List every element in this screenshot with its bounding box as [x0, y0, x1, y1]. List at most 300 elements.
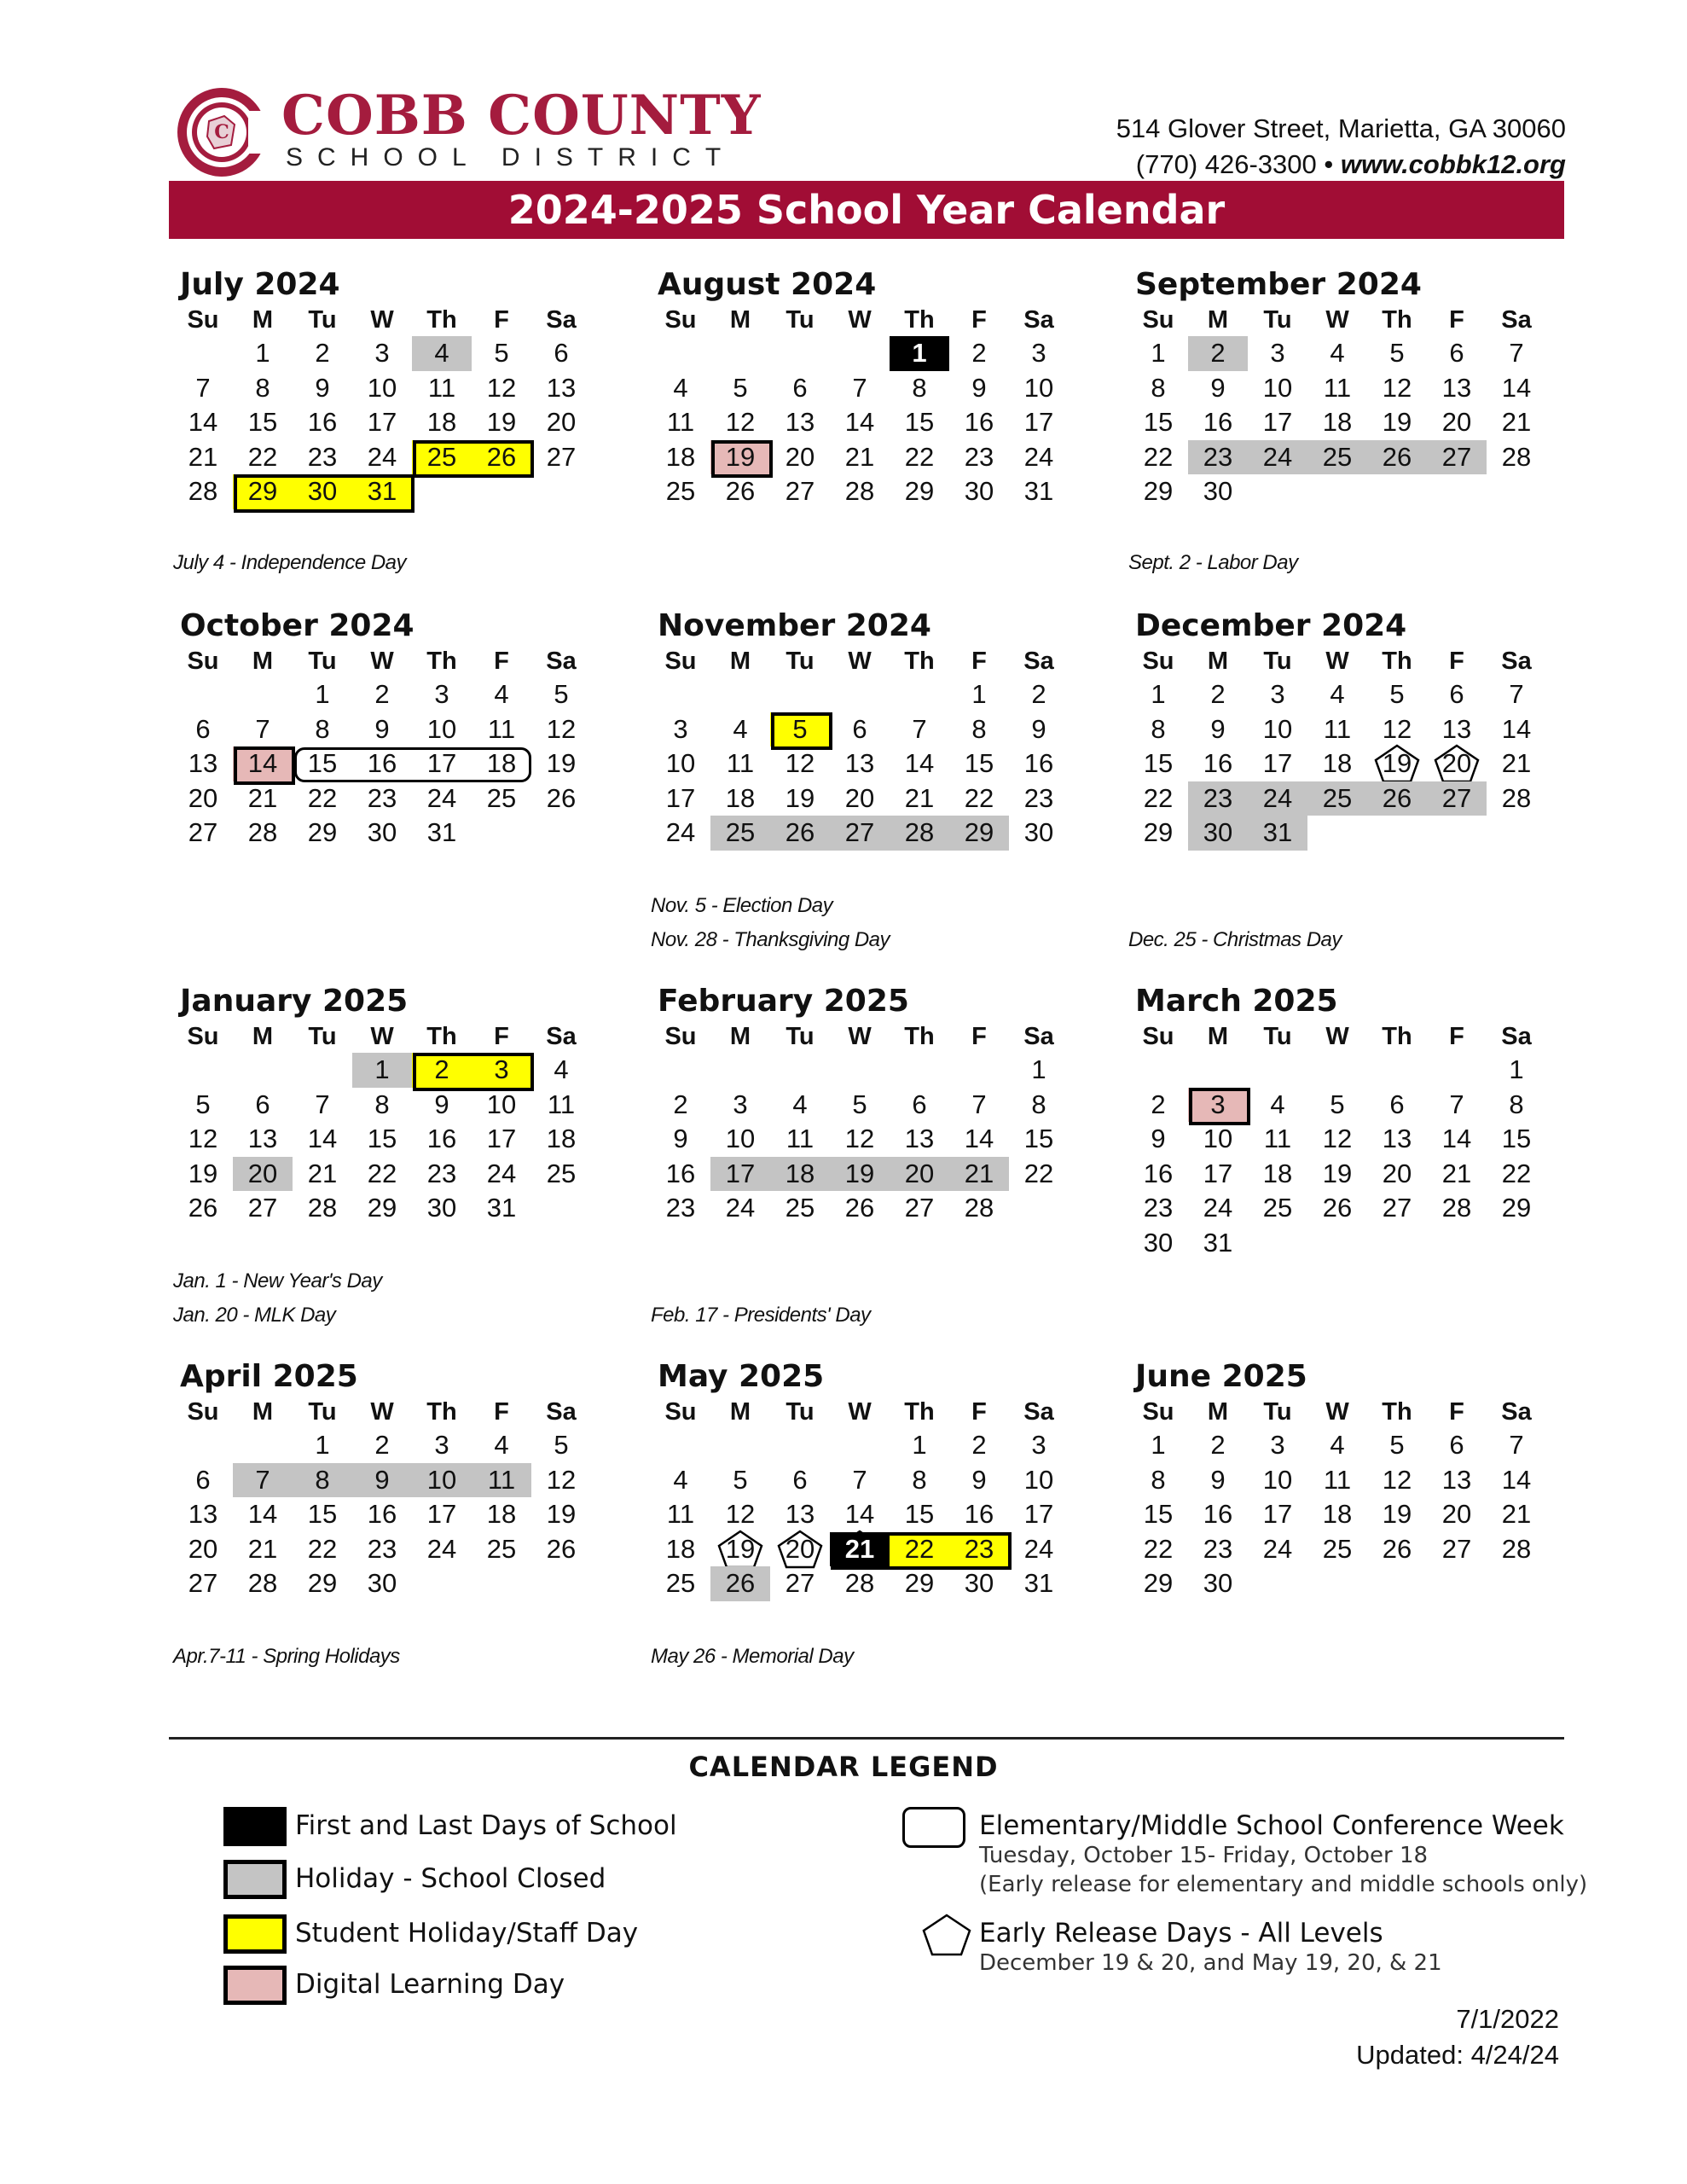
month-title: February 2025 — [658, 984, 909, 1019]
day-cell: 8 — [255, 372, 270, 403]
day-cell: 17 — [665, 782, 696, 813]
day-cell: 23 — [665, 1193, 696, 1223]
day-cell: 18 — [426, 407, 457, 437]
empty-cell — [830, 1053, 890, 1088]
day-cell: 20 — [188, 1533, 218, 1564]
day-cell: 12 — [1382, 372, 1412, 403]
day-cell: 23 — [964, 441, 994, 472]
empty-cell — [233, 1428, 293, 1463]
day-cell: 6 — [255, 1089, 270, 1119]
day-number: 19 — [1382, 748, 1412, 778]
day-cell: 8 — [1031, 1089, 1046, 1119]
weekday-label: F — [494, 1398, 509, 1426]
weekday-header — [173, 645, 591, 677]
day-cell: 10 — [1203, 1124, 1233, 1153]
notes-january — [173, 1264, 382, 1333]
day-cell: 21 — [1501, 407, 1532, 437]
day-cell: 28 — [307, 1193, 338, 1223]
day-cell: 16 — [1203, 748, 1233, 778]
day-cell: 1 — [255, 338, 270, 368]
weekday-label: M — [1207, 648, 1229, 675]
day-cell: 9 — [673, 1124, 688, 1153]
day-cell: 9 — [1210, 1464, 1226, 1495]
day-cell: 30 — [1143, 1227, 1174, 1258]
weekday-label: W — [1325, 1023, 1349, 1050]
legend-rounded-box-icon — [902, 1807, 965, 1848]
weekday-label: Th — [1382, 648, 1412, 675]
day-cell: 16 — [964, 407, 994, 437]
day-cell: 19 — [1382, 407, 1412, 437]
day-cell: 14 — [904, 748, 935, 778]
empty-cell — [1248, 1053, 1307, 1088]
empty-cell — [1307, 1053, 1367, 1088]
day-cell: 29 — [1501, 1193, 1532, 1223]
day-cell: 8 — [971, 713, 987, 744]
weekday-label: Su — [664, 648, 697, 675]
day-cell: 17 — [426, 748, 457, 778]
day-cell: 13 — [188, 748, 218, 778]
day-cell: 11 — [487, 713, 516, 744]
weekday-label: F — [1449, 1023, 1464, 1050]
day-cell: 15 — [964, 748, 994, 778]
day-cell: 10 — [725, 1124, 756, 1153]
notes-september — [1128, 546, 1298, 580]
day-cell: 12 — [546, 1464, 577, 1495]
empty-cell — [710, 1053, 770, 1088]
weekday-label: W — [1325, 648, 1349, 675]
day-cell — [770, 1532, 830, 1567]
day-cell: 13 — [247, 1124, 278, 1153]
notes-november — [651, 889, 890, 957]
empty-cell — [1128, 1053, 1188, 1088]
day-cell: 31 — [1023, 476, 1054, 506]
day-cell: 1 — [1509, 1054, 1524, 1084]
weekday-label: Th — [904, 1398, 935, 1426]
day-cell: 26 — [710, 1566, 770, 1601]
day-cell: 7 — [233, 1463, 293, 1498]
weekday-label: M — [729, 648, 751, 675]
notes-december — [1128, 923, 1342, 957]
weekday-label: F — [971, 306, 987, 334]
day-cell: 24 — [426, 1533, 457, 1564]
day-cell: 4 — [412, 336, 472, 371]
note: Feb. 17 - Presidents' Day — [651, 1304, 871, 1327]
day-cell: 21 — [307, 1158, 338, 1188]
legend-early-release-dates: December 19 & 20, and May 19, 20, & 21 — [979, 1950, 1442, 1976]
weekday-label: Sa — [1023, 1023, 1054, 1050]
empty-cell — [293, 1053, 352, 1088]
day-cell: 17 — [1262, 748, 1293, 778]
day-cell: 20 — [188, 782, 218, 813]
day-cell: 8 — [912, 1464, 927, 1495]
day-cell: 11 — [1263, 1124, 1292, 1153]
weekday-label: Tu — [786, 1023, 815, 1050]
legend-first-last: First and Last Days of School — [295, 1810, 677, 1841]
day-cell: 6 — [912, 1089, 927, 1119]
day-cell: 4 — [1330, 1430, 1345, 1460]
day-cell: 15 — [367, 1124, 397, 1153]
weekday-label: Tu — [786, 1398, 815, 1426]
weekday-label: Th — [904, 648, 935, 675]
day-cell: 8 — [1509, 1089, 1524, 1119]
day-cell: 18 — [725, 782, 756, 813]
day-cell: 21 — [247, 782, 278, 813]
weekday-label: Sa — [1501, 1398, 1532, 1426]
day-grid — [173, 1428, 591, 1601]
weekday-label: M — [729, 1398, 751, 1426]
weekday-label: W — [848, 1398, 872, 1426]
weekday-header — [1128, 304, 1546, 336]
note: May 26 - Memorial Day — [651, 1645, 854, 1668]
day-cell: 26 — [725, 476, 756, 506]
empty-cell — [890, 1053, 949, 1088]
month-title: January 2025 — [180, 984, 409, 1019]
weekday-label: F — [1449, 648, 1464, 675]
weekday-label: Th — [426, 648, 457, 675]
weekday-header — [1128, 645, 1546, 677]
day-cell: 6 — [852, 713, 867, 744]
day-cell: 6 — [1449, 1430, 1464, 1460]
weekday-label: Su — [664, 1023, 697, 1050]
month-calendar — [1128, 266, 1546, 509]
day-cell: 21 — [904, 782, 935, 813]
day-cell: 7 — [1509, 338, 1524, 368]
weekday-label: Tu — [1263, 306, 1292, 334]
day-cell: 8 — [1151, 372, 1166, 403]
month-title: April 2025 — [180, 1359, 358, 1394]
weekday-label: M — [1207, 1398, 1229, 1426]
day-cell: 22 — [1023, 1158, 1054, 1188]
weekday-label: Sa — [1501, 1023, 1532, 1050]
day-cell: 26 — [546, 782, 577, 813]
day-cell: 28 — [1501, 1533, 1532, 1564]
day-cell — [1367, 746, 1427, 781]
day-cell: 9 — [971, 372, 987, 403]
day-cell: 31 — [426, 817, 457, 847]
highlight-border — [711, 440, 773, 479]
day-cell: 9 — [1210, 372, 1226, 403]
day-cell: 17 — [1262, 407, 1293, 437]
day-cell: 3 — [374, 338, 390, 368]
weekday-label: Tu — [308, 1023, 337, 1050]
day-cell: 3 — [434, 1430, 449, 1460]
day-cell: 15 — [307, 1499, 338, 1529]
empty-cell — [1188, 1053, 1248, 1088]
weekday-header — [651, 645, 1069, 677]
day-cell: 27 — [546, 441, 577, 472]
day-cell: 7 — [852, 372, 867, 403]
day-cell: 8 — [1151, 1464, 1166, 1495]
month-calendar — [651, 607, 1069, 851]
legend-early-release: Early Release Days - All Levels — [979, 1918, 1383, 1949]
day-cell: 27 — [1427, 440, 1487, 475]
day-cell: 15 — [904, 1499, 935, 1529]
weekday-label: Th — [1382, 306, 1412, 334]
day-cell: 2 — [374, 679, 390, 709]
day-cell: 20 — [785, 441, 815, 472]
day-cell: 19 — [830, 1157, 890, 1192]
empty-cell — [830, 677, 890, 712]
highlight-border — [413, 440, 534, 479]
day-cell: 10 — [1262, 372, 1293, 403]
day-cell: 24 — [665, 817, 696, 847]
day-cell: 3 — [1031, 1430, 1046, 1460]
weekday-label: Su — [1142, 306, 1174, 334]
day-cell: 11 — [427, 372, 456, 403]
day-cell: 1 — [1151, 1430, 1166, 1460]
empty-cell — [233, 1053, 293, 1088]
day-cell: 25 — [1322, 1533, 1353, 1564]
day-cell: 18 — [1262, 1158, 1293, 1188]
day-cell: 22 — [247, 441, 278, 472]
day-cell: 14 — [964, 1124, 994, 1153]
day-cell: 20 — [1441, 1499, 1472, 1529]
highlight-border — [413, 1053, 534, 1091]
day-cell: 10 — [367, 372, 397, 403]
day-cell: 7 — [1449, 1089, 1464, 1119]
day-cell: 14 — [188, 407, 218, 437]
empty-cell — [173, 1053, 233, 1088]
day-cell: 31 — [1203, 1227, 1233, 1258]
day-cell: 24 — [1023, 1533, 1054, 1564]
month-title: May 2025 — [658, 1359, 825, 1394]
day-cell: 18 — [486, 748, 517, 778]
day-cell: 4 — [1270, 1089, 1285, 1119]
day-cell: 3 — [1270, 338, 1285, 368]
day-cell: 1 — [971, 679, 987, 709]
day-cell: 4 — [1330, 338, 1345, 368]
weekday-label: Tu — [308, 1398, 337, 1426]
day-cell: 12 — [844, 1124, 875, 1153]
weekday-label: F — [494, 1023, 509, 1050]
day-cell: 24 — [1248, 440, 1307, 475]
month-calendar — [173, 607, 591, 851]
day-cell: 29 — [1143, 817, 1174, 847]
day-cell: 26 — [472, 440, 531, 475]
legend-conference-dates: Tuesday, October 15- Friday, October 18 — [979, 1843, 1429, 1868]
day-cell: 2 — [673, 1089, 688, 1119]
day-cell: 27 — [247, 1193, 278, 1223]
month-calendar — [173, 983, 591, 1226]
weekday-label: Sa — [546, 306, 577, 334]
legend-student-holiday: Student Holiday/Staff Day — [295, 1918, 639, 1949]
weekday-label: Sa — [546, 648, 577, 675]
legend-swatch-yellow — [223, 1914, 287, 1954]
day-cell: 4 — [673, 372, 688, 403]
legend-pentagon-icon — [921, 1913, 972, 1957]
weekday-label: M — [252, 306, 274, 334]
month-title: September 2024 — [1135, 267, 1422, 302]
day-cell: 9 — [352, 1463, 412, 1498]
day-cell: 30 — [1023, 817, 1054, 847]
weekday-header — [173, 1020, 591, 1053]
weekday-label: Su — [664, 306, 697, 334]
weekday-label: F — [971, 648, 987, 675]
day-cell: 21 — [1501, 1499, 1532, 1529]
day-cell: 8 — [374, 1089, 390, 1119]
day-cell: 17 — [1023, 1499, 1054, 1529]
day-cell: 18 — [486, 1499, 517, 1529]
day-cell: 23 — [1188, 440, 1248, 475]
day-cell: 29 — [307, 817, 338, 847]
weekday-label: M — [1207, 306, 1229, 334]
day-cell: 27 — [785, 476, 815, 506]
day-cell: 12 — [1382, 713, 1412, 744]
empty-cell — [651, 677, 710, 712]
district-logo — [175, 84, 762, 179]
weekday-label: Sa — [1501, 648, 1532, 675]
day-cell: 25 — [665, 476, 696, 506]
note: Sept. 2 - Labor Day — [1128, 551, 1298, 574]
day-cell: 29 — [307, 1568, 338, 1598]
day-cell: 14 — [1441, 1124, 1472, 1153]
day-cell: 16 — [1203, 407, 1233, 437]
day-cell: 28 — [1501, 441, 1532, 472]
weekday-label: Sa — [546, 1398, 577, 1426]
day-cell: 29 — [1143, 1568, 1174, 1598]
day-cell: 28 — [890, 816, 949, 851]
day-cell: 16 — [367, 748, 397, 778]
weekday-label: Su — [1142, 648, 1174, 675]
day-cell: 10 — [426, 713, 457, 744]
day-cell: 31 — [352, 474, 412, 509]
day-cell: 5 — [494, 338, 509, 368]
weekday-label: M — [1207, 1023, 1229, 1050]
weekday-label: Su — [1142, 1023, 1174, 1050]
month-title: March 2025 — [1135, 984, 1338, 1019]
empty-cell — [710, 1428, 770, 1463]
day-cell: 1 — [1151, 338, 1166, 368]
day-cell: 14 — [844, 407, 875, 437]
day-cell: 22 — [307, 782, 338, 813]
day-cell: 27 — [188, 817, 218, 847]
day-cell: 3 — [673, 713, 688, 744]
day-cell: 11 — [1323, 713, 1352, 744]
legend-conference-note: (Early release for elementary and middle schools only) — [979, 1872, 1588, 1897]
day-cell: 30 — [367, 817, 397, 847]
day-cell: 26 — [770, 816, 830, 851]
day-cell: 9 — [374, 713, 390, 744]
weekday-header — [173, 304, 591, 336]
weekday-label: W — [848, 306, 872, 334]
day-cell: 25 — [1307, 781, 1367, 816]
day-cell: 11 — [1323, 1464, 1352, 1495]
day-cell: 14 — [1501, 1464, 1532, 1495]
legend-digital: Digital Learning Day — [295, 1969, 565, 2000]
day-cell: 1 — [315, 679, 330, 709]
district-name: COBB COUNTY — [281, 84, 762, 148]
day-cell: 21 — [247, 1533, 278, 1564]
weekday-header — [1128, 1396, 1546, 1428]
highlight-border — [234, 746, 295, 785]
day-cell: 6 — [1389, 1089, 1405, 1119]
day-cell: 13 — [1441, 713, 1472, 744]
day-cell: 4 — [1330, 679, 1345, 709]
day-cell: 23 — [426, 1158, 457, 1188]
day-cell: 13 — [904, 1124, 935, 1153]
day-cell: 5 — [733, 1464, 748, 1495]
day-cell: 25 — [486, 1533, 517, 1564]
day-cell: 30 — [964, 1568, 994, 1598]
day-cell: 10 — [1023, 372, 1054, 403]
month-title: June 2025 — [1135, 1359, 1307, 1394]
original-date: 7/1/2022 — [1456, 2004, 1559, 2034]
weekday-label: F — [1449, 306, 1464, 334]
day-cell: 19 — [188, 1158, 218, 1188]
empty-cell — [1427, 1053, 1487, 1088]
note: July 4 - Independence Day — [173, 551, 407, 574]
weekday-header — [651, 1396, 1069, 1428]
day-cell: 28 — [247, 1568, 278, 1598]
day-cell: 14 — [1501, 372, 1532, 403]
day-cell: 10 — [412, 1463, 472, 1498]
day-cell: 14 — [233, 746, 293, 781]
day-cell: 25 — [710, 816, 770, 851]
day-cell: 9 — [1031, 713, 1046, 744]
day-cell: 10 — [1262, 713, 1293, 744]
empty-cell — [651, 1053, 710, 1088]
month-calendar — [1128, 1358, 1546, 1601]
day-cell: 4 — [554, 1054, 569, 1084]
day-grid — [651, 1428, 1069, 1601]
updated-date: Updated: 4/24/24 — [1356, 2040, 1559, 2070]
weekday-label: W — [370, 648, 394, 675]
day-cell: 25 — [785, 1193, 815, 1223]
day-cell: 16 — [964, 1499, 994, 1529]
day-number: 20 — [1441, 748, 1472, 778]
month-calendar — [651, 983, 1069, 1226]
weekday-label: W — [1325, 1398, 1349, 1426]
website-link[interactable]: www.cobbk12.org — [1340, 149, 1566, 179]
weekday-label: Su — [187, 648, 219, 675]
day-cell: 16 — [426, 1124, 457, 1153]
day-cell: 25 — [1262, 1193, 1293, 1223]
note: Nov. 5 - Election Day — [651, 894, 833, 917]
day-cell: 1 — [1031, 1054, 1046, 1084]
day-cell: 7 — [912, 713, 927, 744]
empty-cell — [890, 677, 949, 712]
day-cell: 20 — [1382, 1158, 1412, 1188]
month-title: October 2024 — [180, 608, 415, 643]
day-cell: 21 — [188, 441, 218, 472]
day-cell: 27 — [1441, 1533, 1472, 1564]
day-cell: 13 — [785, 407, 815, 437]
empty-cell — [651, 336, 710, 371]
day-cell: 22 — [890, 1532, 949, 1567]
day-cell: 28 — [1441, 1193, 1472, 1223]
legend-swatch-pink — [223, 1966, 287, 2005]
day-cell: 16 — [307, 407, 338, 437]
day-cell: 18 — [665, 441, 696, 472]
day-cell: 25 — [486, 782, 517, 813]
day-cell: 22 — [1143, 441, 1174, 472]
day-cell: 1 — [352, 1053, 412, 1088]
weekday-label: Th — [1382, 1398, 1412, 1426]
day-cell: 19 — [546, 1499, 577, 1529]
day-cell: 19 — [1322, 1158, 1353, 1188]
day-cell: 19 — [546, 748, 577, 778]
day-cell: 17 — [1023, 407, 1054, 437]
weekday-label: Th — [426, 1023, 457, 1050]
weekday-label: Tu — [1263, 1398, 1292, 1426]
day-cell: 2 — [1031, 679, 1046, 709]
weekday-header — [173, 1396, 591, 1428]
day-cell: 31 — [1023, 1568, 1054, 1598]
day-cell: 6 — [792, 1464, 808, 1495]
day-cell: 11 — [472, 1463, 531, 1498]
day-cell: 19 — [486, 407, 517, 437]
day-cell: 15 — [1143, 1499, 1174, 1529]
